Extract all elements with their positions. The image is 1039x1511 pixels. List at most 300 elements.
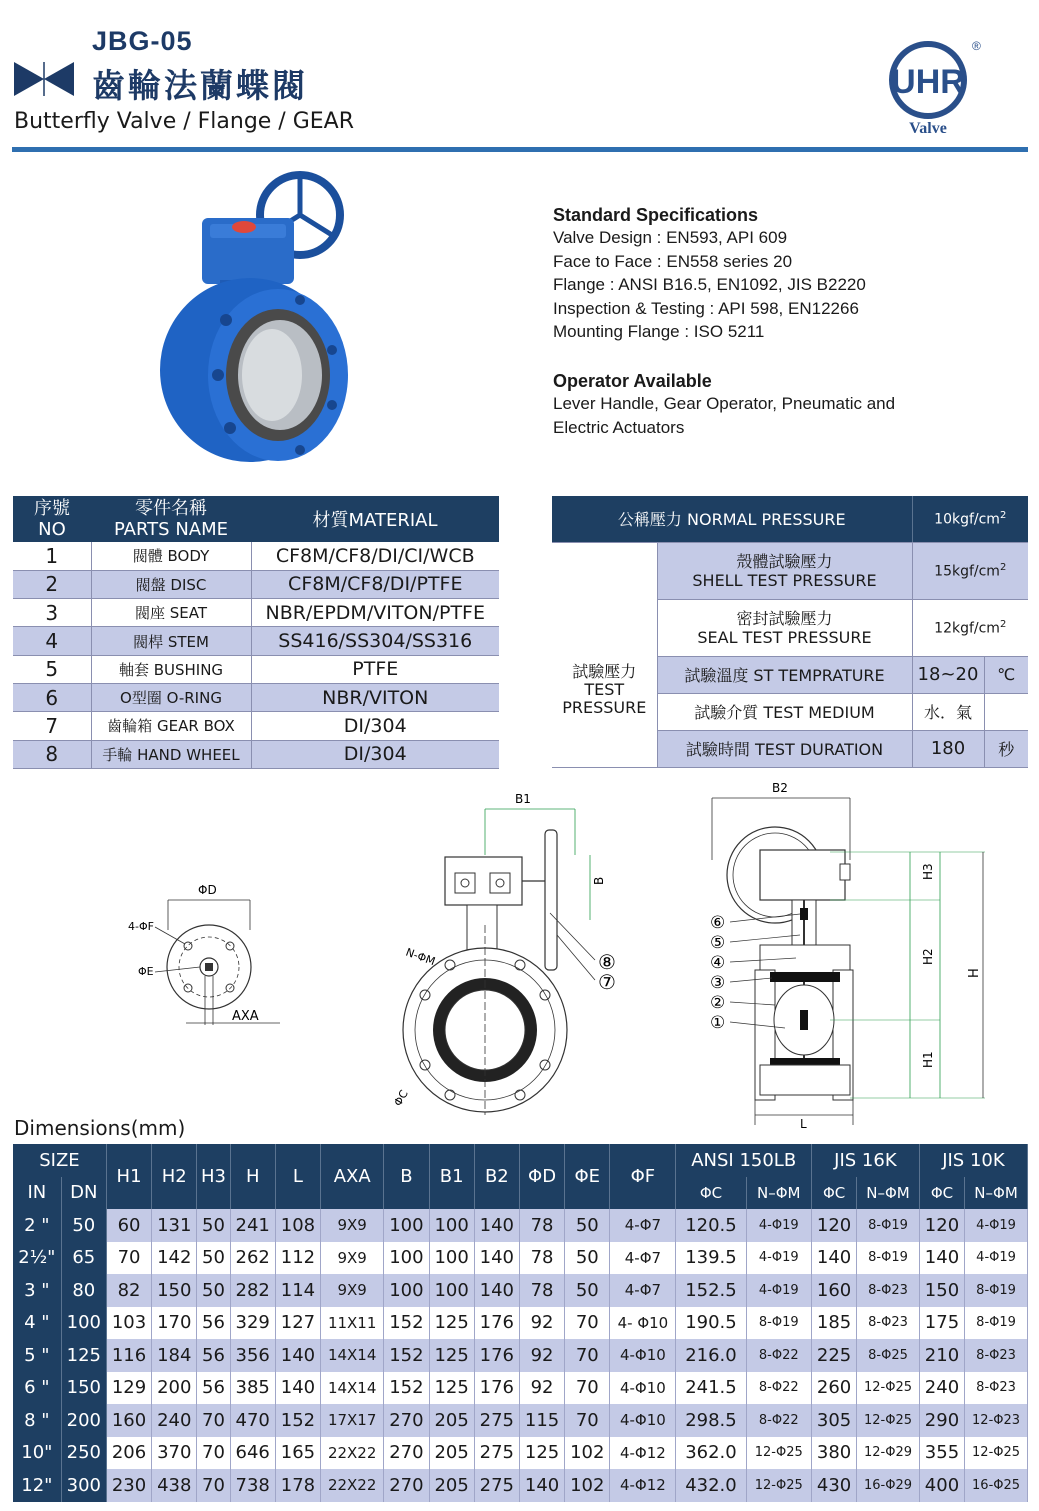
duration-unit: 秒: [984, 730, 1028, 767]
table-row: [13, 627, 499, 655]
dims-body: [13, 1209, 1028, 1502]
size-in: 8 ": [13, 1404, 61, 1437]
dim-cell: 205: [429, 1469, 474, 1502]
spec-line: Flange : ANSI B16.5, EN1092, JIS B2220: [553, 275, 866, 294]
part-name: 閥桿 STEM: [91, 627, 251, 655]
dim-cell: 115: [519, 1404, 564, 1437]
dim-cell: 216.0: [676, 1339, 746, 1372]
dim-cell: 370: [152, 1437, 197, 1470]
dim-cell: 70: [565, 1372, 610, 1405]
shell-cn: 殼體試驗壓力: [736, 551, 833, 571]
dim-cell: 70: [197, 1437, 230, 1470]
model-number: JBG-05: [92, 26, 193, 56]
dim-cell: 241: [230, 1209, 275, 1242]
header-col: B: [384, 1144, 429, 1209]
dim-cell: 160: [811, 1274, 856, 1307]
size-in: 2 ": [13, 1209, 61, 1242]
dim-cell: 125: [429, 1307, 474, 1340]
phiC-label: ΦC: [391, 1087, 411, 1109]
callout-1: ①: [710, 1013, 726, 1033]
seal-test-label: [657, 599, 912, 656]
dim-cell: 22X22: [321, 1469, 384, 1502]
operator-heading: Operator Available: [553, 371, 712, 391]
header-sub: ΦC: [676, 1177, 746, 1210]
part-name: O型圈 O-RING: [91, 683, 251, 711]
table-row: [13, 740, 499, 768]
dim-cell: 100: [384, 1274, 429, 1307]
pressure-table: [552, 496, 1028, 768]
dim-cell: 120.5: [676, 1209, 746, 1242]
dim-cell: 430: [811, 1469, 856, 1502]
shell-en: SHELL TEST PRESSURE: [692, 570, 877, 590]
dim-cell: 305: [811, 1404, 856, 1437]
h-label: H: [967, 968, 982, 978]
callout-2: ②: [710, 993, 726, 1013]
header-col: L: [275, 1144, 320, 1209]
dim-cell: 4-Φ19: [746, 1242, 811, 1275]
dim-cell: 92: [519, 1339, 564, 1372]
dim-cell: 150: [919, 1274, 964, 1307]
dimensions-title: Dimensions(mm): [14, 1116, 186, 1140]
size-dn: 250: [61, 1437, 106, 1470]
table-row: [13, 1469, 1028, 1502]
dim-cell: 102: [565, 1469, 610, 1502]
header-name-en: PARTS NAME: [113, 519, 229, 540]
dim-cell: 12-Φ29: [857, 1437, 920, 1470]
part-no: 2: [13, 570, 91, 598]
dim-cell: 50: [197, 1209, 230, 1242]
header-sub: N–ΦM: [857, 1177, 920, 1210]
product-photo: [150, 170, 370, 470]
dim-cell: 100: [429, 1209, 474, 1242]
table-row: [13, 1307, 1028, 1340]
test-pressure-en: PRESSURE: [562, 697, 647, 717]
dim-cell: 125: [429, 1339, 474, 1372]
dim-cell: 175: [919, 1307, 964, 1340]
side-section-drawing: [700, 780, 1000, 1130]
dim-cell: 270: [384, 1437, 429, 1470]
dim-cell: 9X9: [321, 1209, 384, 1242]
header-col: H3: [197, 1144, 230, 1209]
dim-cell: 152.5: [676, 1274, 746, 1307]
dim-cell: 70: [197, 1404, 230, 1437]
size-dn: 150: [61, 1372, 106, 1405]
dim-cell: 8-Φ19: [965, 1274, 1028, 1307]
dim-cell: 206: [106, 1437, 151, 1470]
dim-cell: 438: [152, 1469, 197, 1502]
operator-line: Electric Actuators: [553, 417, 685, 437]
dim-cell: 16-Φ29: [857, 1469, 920, 1502]
dim-cell: 200: [152, 1372, 197, 1405]
header-col: ΦE: [565, 1144, 610, 1209]
dim-cell: 125: [519, 1437, 564, 1470]
dim-cell: 78: [519, 1242, 564, 1275]
header-sub: N–ΦM: [746, 1177, 811, 1210]
dim-cell: 275: [474, 1404, 519, 1437]
table-row: [13, 712, 499, 740]
table-row: [13, 1339, 1028, 1372]
dim-cell: 22X22: [321, 1437, 384, 1470]
header-sub: ΦC: [919, 1177, 964, 1210]
phiE-label: ΦE: [138, 965, 154, 978]
dim-cell: 4-Φ12: [610, 1469, 676, 1502]
dim-cell: 120: [919, 1209, 964, 1242]
b2-label: B2: [772, 781, 788, 795]
dim-cell: 78: [519, 1209, 564, 1242]
superscript: 2: [999, 509, 1007, 521]
callout-8: ⑧: [598, 950, 616, 974]
part-no: 7: [13, 712, 91, 740]
dim-cell: 16-Φ25: [965, 1469, 1028, 1502]
header-col: ΦD: [519, 1144, 564, 1209]
dim-cell: 152: [384, 1372, 429, 1405]
temperature-value: 18~20: [912, 656, 984, 693]
dim-cell: 4-Φ12: [610, 1437, 676, 1470]
l-label: L: [800, 1117, 807, 1130]
dim-cell: 8-Φ23: [965, 1339, 1028, 1372]
dim-cell: 176: [474, 1372, 519, 1405]
header-size: SIZE: [13, 1144, 106, 1177]
dim-cell: 8-Φ23: [857, 1307, 920, 1340]
dim-cell: 262: [230, 1242, 275, 1275]
table-row: [13, 1242, 1028, 1275]
phiD-label: ΦD: [198, 883, 217, 897]
dim-cell: 275: [474, 1437, 519, 1470]
table-row: [13, 683, 499, 711]
dim-cell: 127: [275, 1307, 320, 1340]
table-row: [13, 570, 499, 598]
size-in: 4 ": [13, 1307, 61, 1340]
table-row: [13, 542, 499, 570]
dim-cell: 4-Φ19: [746, 1274, 811, 1307]
callout-4: ④: [710, 953, 726, 973]
dim-cell: 240: [152, 1404, 197, 1437]
dim-cell: 129: [106, 1372, 151, 1405]
dim-cell: 12-Φ25: [746, 1437, 811, 1470]
superscript: 2: [999, 618, 1007, 630]
part-no: 8: [13, 740, 91, 768]
header-sub: ΦC: [811, 1177, 856, 1210]
dim-cell: 8-Φ19: [857, 1209, 920, 1242]
part-no: 1: [13, 542, 91, 570]
dim-cell: 432.0: [676, 1469, 746, 1502]
dim-cell: 108: [275, 1209, 320, 1242]
four-phiF-label: 4-ΦF: [128, 920, 154, 933]
test-pressure-cn: 試驗壓力: [572, 661, 637, 681]
dim-cell: 12-Φ25: [746, 1469, 811, 1502]
standard-specifications: [553, 205, 866, 344]
dim-cell: 140: [811, 1242, 856, 1275]
dim-cell: 282: [230, 1274, 275, 1307]
header-no: [13, 496, 91, 542]
dim-cell: 120: [811, 1209, 856, 1242]
dim-cell: 4-Φ7: [610, 1242, 676, 1275]
header-dn: DN: [61, 1177, 106, 1210]
spec-line: Inspection & Testing : API 598, EN12266: [553, 298, 859, 318]
dim-cell: 14X14: [321, 1372, 384, 1405]
dim-cell: 356: [230, 1339, 275, 1372]
dim-cell: 152: [275, 1404, 320, 1437]
dim-cell: 210: [919, 1339, 964, 1372]
part-name: 軸套 BUSHING: [91, 655, 251, 683]
spec-line: Mounting Flange : ISO 5211: [553, 322, 765, 341]
bowtie-icon: [14, 62, 74, 96]
spec-line: Face to Face : EN558 series 20: [553, 251, 793, 271]
header-parts-name: [91, 496, 251, 542]
dim-cell: 9X9: [321, 1274, 384, 1307]
size-in: 2½": [13, 1242, 61, 1275]
dim-cell: 329: [230, 1307, 275, 1340]
dim-cell: 140: [275, 1372, 320, 1405]
dim-cell: 355: [919, 1437, 964, 1470]
dim-cell: 14X14: [321, 1339, 384, 1372]
dim-cell: 103: [106, 1307, 151, 1340]
product-title-cn: 齒輪法蘭蝶閥: [92, 66, 308, 105]
dim-cell: 176: [474, 1339, 519, 1372]
part-material: DI/304: [251, 712, 499, 740]
dim-cell: 290: [919, 1404, 964, 1437]
b1-label: B1: [515, 792, 531, 806]
test-pressure-label: [552, 542, 657, 767]
dim-cell: 8-Φ19: [857, 1242, 920, 1275]
dim-cell: 12-Φ23: [965, 1404, 1028, 1437]
dim-cell: 50: [565, 1274, 610, 1307]
dim-cell: 56: [197, 1307, 230, 1340]
b-label: B: [592, 876, 606, 885]
part-material: CF8M/CF8/DI/CI/WCB: [251, 542, 499, 570]
size-in: 10": [13, 1437, 61, 1470]
seal-cn: 密封試驗壓力: [736, 608, 833, 628]
dim-cell: 4-Φ19: [965, 1209, 1028, 1242]
table-row: [13, 1274, 1028, 1307]
table-row: [13, 1404, 1028, 1437]
header-name-cn: 零件名稱: [135, 498, 207, 519]
dim-cell: 8-Φ23: [857, 1274, 920, 1307]
duration-label: 試驗時間 TEST DURATION: [657, 730, 912, 767]
dim-cell: 184: [152, 1339, 197, 1372]
table-row: [13, 1437, 1028, 1470]
shell-test-row: [552, 542, 1028, 599]
nominal-pressure-label: 公稱壓力 NORMAL PRESSURE: [552, 496, 912, 542]
size-dn: 300: [61, 1469, 106, 1502]
dim-cell: 170: [152, 1307, 197, 1340]
shell-test-label: [657, 542, 912, 599]
value-text: 15kgf/cm: [934, 563, 1000, 580]
dim-cell: 102: [565, 1437, 610, 1470]
logo-subtext: Valve: [909, 120, 947, 137]
operator-available: [553, 371, 895, 439]
medium-label: 試驗介質 TEST MEDIUM: [657, 693, 912, 730]
temperature-unit: ℃: [984, 656, 1028, 693]
part-material: PTFE: [251, 655, 499, 683]
dim-cell: 50: [565, 1242, 610, 1275]
dim-cell: 225: [811, 1339, 856, 1372]
dim-cell: 70: [565, 1339, 610, 1372]
spec-line: Valve Design : EN593, API 609: [553, 228, 788, 247]
dim-cell: 4-Φ10: [610, 1404, 676, 1437]
callout-7: ⑦: [598, 970, 616, 994]
header-group: JIS 16K: [811, 1144, 919, 1177]
dim-cell: 100: [429, 1242, 474, 1275]
dim-cell: 50: [197, 1274, 230, 1307]
dim-cell: 385: [230, 1372, 275, 1405]
dim-cell: 125: [429, 1372, 474, 1405]
axa-label: AXA: [232, 1009, 259, 1024]
dim-cell: 185: [811, 1307, 856, 1340]
header-group: ANSI 150LB: [676, 1144, 812, 1177]
header-in: IN: [13, 1177, 61, 1210]
dim-cell: 70: [106, 1242, 151, 1275]
part-material: SS416/SS304/SS316: [251, 627, 499, 655]
nominal-pressure-value: [912, 496, 1028, 542]
size-in: 5 ": [13, 1339, 61, 1372]
product-title-en: Butterfly Valve / Flange / GEAR: [14, 109, 355, 134]
superscript: 2: [999, 561, 1007, 573]
top-flange-drawing: [120, 880, 280, 1030]
header-col: H: [230, 1144, 275, 1209]
dim-cell: 9X9: [321, 1242, 384, 1275]
dim-cell: 60: [106, 1209, 151, 1242]
nominal-pressure-row: [552, 496, 1028, 542]
value-text: 12kgf/cm: [934, 620, 1000, 637]
seal-test-value: [912, 599, 1028, 656]
dim-cell: 275: [474, 1469, 519, 1502]
dim-cell: 190.5: [676, 1307, 746, 1340]
dim-cell: 8-Φ22: [746, 1372, 811, 1405]
dim-cell: 4- Φ10: [610, 1307, 676, 1340]
dim-cell: 150: [152, 1274, 197, 1307]
duration-value: 180: [912, 730, 984, 767]
dim-cell: 270: [384, 1404, 429, 1437]
dim-cell: 362.0: [676, 1437, 746, 1470]
dim-cell: 70: [565, 1307, 610, 1340]
dim-cell: 12-Φ25: [965, 1437, 1028, 1470]
dim-cell: 78: [519, 1274, 564, 1307]
medium-unit: [984, 693, 1028, 730]
dim-cell: 8-Φ22: [746, 1404, 811, 1437]
header-no-cn: 序號: [34, 498, 70, 519]
dim-cell: 4-Φ19: [965, 1242, 1028, 1275]
medium-value: 水．氣: [912, 693, 984, 730]
dim-cell: 4-Φ10: [610, 1339, 676, 1372]
table-row: [13, 655, 499, 683]
dim-cell: 116: [106, 1339, 151, 1372]
dim-cell: 270: [384, 1469, 429, 1502]
part-no: 3: [13, 599, 91, 627]
dim-cell: 4-Φ19: [746, 1209, 811, 1242]
h2-label: H2: [921, 948, 935, 965]
logo-text: UHR: [891, 63, 965, 101]
callout-6: ⑥: [710, 913, 726, 933]
test-pressure-en: TEST: [584, 679, 625, 699]
dim-cell: 152: [384, 1307, 429, 1340]
part-name: 手輪 HAND WHEEL: [91, 740, 251, 768]
dim-cell: 92: [519, 1307, 564, 1340]
dim-cell: 92: [519, 1372, 564, 1405]
part-name: 閥體 BODY: [91, 542, 251, 570]
header-col: H2: [152, 1144, 197, 1209]
header-no-en: NO: [38, 519, 66, 540]
dim-cell: 205: [429, 1437, 474, 1470]
registered-mark: ®: [972, 40, 981, 53]
dim-cell: 139.5: [676, 1242, 746, 1275]
h1-label: H1: [921, 1051, 935, 1068]
header-col: B2: [474, 1144, 519, 1209]
dim-cell: 70: [565, 1404, 610, 1437]
dim-cell: 8-Φ23: [965, 1372, 1028, 1405]
dim-cell: 82: [106, 1274, 151, 1307]
dim-cell: 646: [230, 1437, 275, 1470]
dim-cell: 50: [197, 1242, 230, 1275]
h3-label: H3: [921, 863, 935, 880]
dim-cell: 240: [919, 1372, 964, 1405]
part-name: 閥盤 DISC: [91, 570, 251, 598]
header-group: JIS 10K: [919, 1144, 1027, 1177]
dim-cell: 205: [429, 1404, 474, 1437]
table-row: [13, 599, 499, 627]
dim-cell: 56: [197, 1372, 230, 1405]
part-no: 6: [13, 683, 91, 711]
dim-cell: 178: [275, 1469, 320, 1502]
dim-cell: 112: [275, 1242, 320, 1275]
callout-3: ③: [710, 973, 726, 993]
part-material: NBR/EPDM/VITON/PTFE: [251, 599, 499, 627]
table-row: [13, 1372, 1028, 1405]
dim-cell: 4-Φ7: [610, 1274, 676, 1307]
dim-cell: 17X17: [321, 1404, 384, 1437]
part-material: DI/304: [251, 740, 499, 768]
dim-cell: 4-Φ10: [610, 1372, 676, 1405]
value-text: 10kgf/cm: [934, 511, 1000, 528]
header-sub: N–ΦM: [965, 1177, 1028, 1210]
dim-cell: 260: [811, 1372, 856, 1405]
part-name: 閥座 SEAT: [91, 599, 251, 627]
header-divider: [12, 147, 1028, 152]
part-material: NBR/VITON: [251, 683, 499, 711]
dim-cell: 131: [152, 1209, 197, 1242]
dim-cell: 50: [565, 1209, 610, 1242]
dims-header-row-1: [13, 1144, 1028, 1177]
dim-cell: 56: [197, 1339, 230, 1372]
size-dn: 200: [61, 1404, 106, 1437]
size-dn: 125: [61, 1339, 106, 1372]
header-col: H1: [106, 1144, 151, 1209]
dim-cell: 12-Φ25: [857, 1372, 920, 1405]
dim-cell: 8-Φ22: [746, 1339, 811, 1372]
dim-cell: 4-Φ7: [610, 1209, 676, 1242]
front-view-drawing: [385, 785, 635, 1115]
dim-cell: 400: [919, 1469, 964, 1502]
dim-cell: 380: [811, 1437, 856, 1470]
nphiM-label: N-ΦM: [403, 945, 437, 969]
dim-cell: 470: [230, 1404, 275, 1437]
part-no: 4: [13, 627, 91, 655]
part-material: CF8M/CF8/DI/PTFE: [251, 570, 499, 598]
seal-en: SEAL TEST PRESSURE: [697, 627, 872, 647]
table-row: [13, 1209, 1028, 1242]
part-name: 齒輪箱 GEAR BOX: [91, 712, 251, 740]
dim-cell: 165: [275, 1437, 320, 1470]
dim-cell: 70: [197, 1469, 230, 1502]
dim-cell: 140: [519, 1469, 564, 1502]
dim-cell: 142: [152, 1242, 197, 1275]
dim-cell: 152: [384, 1339, 429, 1372]
size-in: 6 ": [13, 1372, 61, 1405]
parts-table: [13, 496, 499, 769]
size-dn: 65: [61, 1242, 106, 1275]
parts-header-row: [13, 496, 499, 542]
header-col: ΦF: [610, 1144, 676, 1209]
